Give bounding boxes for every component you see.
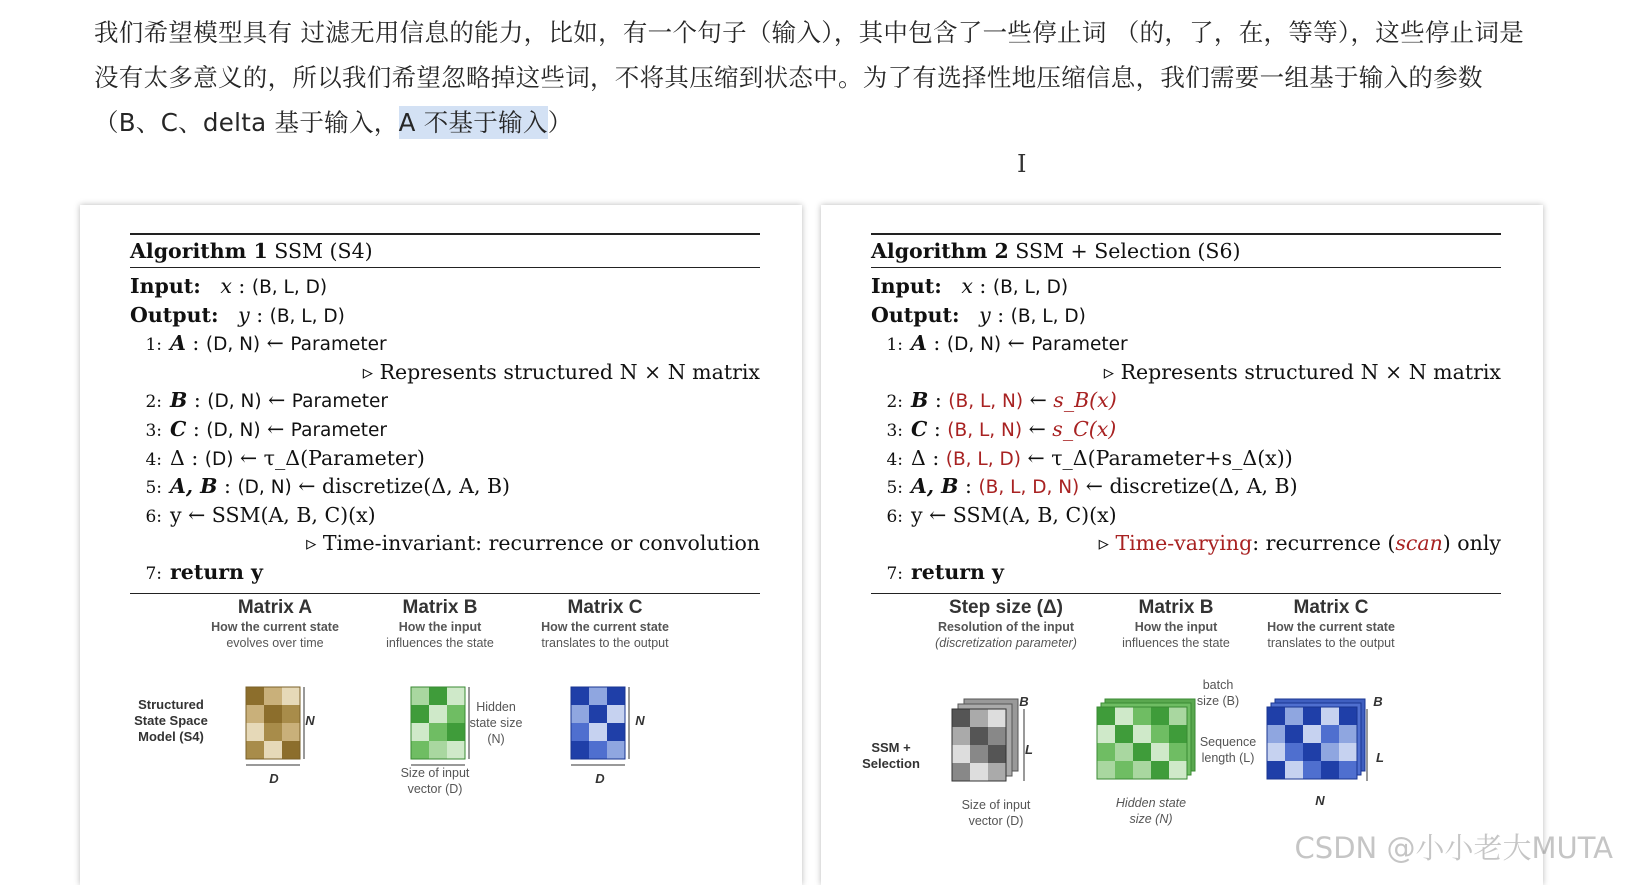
algorithm-line-3: 3: C : (B, L, N) ← s_C(x) <box>886 416 1117 441</box>
step-size-dim-b: B <box>1019 694 1029 709</box>
matrix-b-caption: Matrix B How the input influences the state <box>386 597 494 650</box>
hidden-state-size-label: Hidden state size (N) <box>469 700 523 746</box>
batch-size-label: batch size (B) <box>1196 678 1240 708</box>
sequence-length-label: Sequence length (L) <box>1199 735 1257 765</box>
matrix-c-dim-b: B <box>1373 694 1383 709</box>
algorithm-comment-1: ▹ Represents structured N × N matrix <box>1103 359 1501 384</box>
s4-row-label: Structured State Space Model (S4) <box>134 697 208 744</box>
matrix-c-dim-l: L <box>1376 750 1384 765</box>
matrix-c-caption: Matrix C How the current state translates to the output <box>541 597 669 650</box>
algorithm-line-5: 5: A, B : (B, L, D, N) ← discretize(Δ, A, B) <box>886 474 1298 499</box>
algorithm-2-block <box>871 233 1501 594</box>
matrix-c-caption: Matrix C How the current state translates to the output <box>1267 597 1395 650</box>
algorithm-input-line: Input: x : (B, L, D) <box>130 274 328 298</box>
matrix-b-caption: Matrix B How the input influences the state <box>1122 597 1230 650</box>
text-cursor-icon: I <box>1017 150 1027 178</box>
matrix-a-grid <box>240 675 336 785</box>
algorithm-comment-1: ▹ Represents structured N × N matrix <box>362 359 760 384</box>
algorithm-1-block <box>130 233 760 594</box>
matrix-b-tensor <box>1091 695 1201 805</box>
input-size-label: Size of input vector (D) <box>400 766 470 796</box>
csdn-watermark: CSDN @小小老大MUTA <box>1294 831 1613 865</box>
paragraph-text-end: ） <box>547 108 573 137</box>
algorithm-output-line: Output: y : (B, L, D) <box>871 302 1086 327</box>
article-paragraph <box>94 10 1534 145</box>
matrix-c-dim-n: N <box>1315 793 1325 808</box>
matrix-c-grid <box>565 675 645 785</box>
hidden-state-size-label: Hidden state size (N) <box>1115 796 1187 826</box>
algorithm-line-4: 4: Δ : (B, L, D) ← τ_Δ(Parameter+s_Δ(x)) <box>886 445 1293 470</box>
algorithm-line-7: 7: return y <box>886 559 1004 584</box>
step-size-caption: Step size (Δ) Resolution of the input (discretization parameter) <box>935 597 1077 650</box>
algorithm-line-2: 2: B : (B, L, N) ← s_B(x) <box>886 388 1117 413</box>
algorithm-output-line: Output: y : (B, L, D) <box>130 302 345 327</box>
matrix-c-tensor <box>1261 695 1381 805</box>
algorithm-line-5: 5: A, B : (D, N) ← discretize(Δ, A, B) <box>145 474 511 499</box>
algorithm-line-1: 1: A : (D, N) ← Parameter <box>886 331 1128 356</box>
algorithm-2-title: Algorithm 2 SSM + Selection (S6) <box>871 235 1501 268</box>
input-size-label: Size of input vector (D) <box>961 798 1031 828</box>
selected-text-highlight[interactable]: A 不基于输入 <box>398 108 548 137</box>
algorithm-line-3: 3: C : (D, N) ← Parameter <box>145 416 388 441</box>
matrix-a-dim-n: N <box>305 713 315 728</box>
algorithm-line-7: 7: return y <box>145 559 263 584</box>
paragraph-text: 我们希望模型具有 过滤无用信息的能力，比如，有一个句子（输入），其中包含了一些停止词 （的，了，在，等等），这些停止词是没有太多意义的，所以我们希望忽略掉这些词，不将其压缩到状态中。为了有选择性地压缩信息，我们需要一组基于输入的参数 （B、C、delta 基于输入， <box>94 18 1525 137</box>
algorithm-line-6: 6: y ← SSM(A, B, C)(x) <box>145 502 376 527</box>
algorithm-input-line: Input: x : (B, L, D) <box>871 274 1069 298</box>
figure-panel-s6 <box>821 205 1543 885</box>
matrix-a-caption: Matrix A How the current state evolves over time <box>211 597 339 650</box>
step-size-dim-l: L <box>1025 742 1033 757</box>
algorithm-comment-2: ▹ Time-invariant: recurrence or convolution <box>306 531 760 556</box>
algorithm-comment-2: ▹ Time-varying: recurrence (scan) only <box>1098 531 1501 556</box>
algorithm-line-6: 6: y ← SSM(A, B, C)(x) <box>886 502 1117 527</box>
matrix-c-dim-n: N <box>635 713 645 728</box>
algorithm-line-1: 1: A : (D, N) ← Parameter <box>145 331 387 356</box>
s6-row-label: SSM + Selection <box>862 740 920 771</box>
algorithm-line-4: 4: Δ : (D) ← τ_Δ(Parameter) <box>145 445 425 470</box>
algorithm-line-2: 2: B : (D, N) ← Parameter <box>145 388 389 413</box>
matrix-a-dim-d: D <box>269 771 279 786</box>
figure-panel-s4 <box>80 205 802 885</box>
matrix-c-dim-d: D <box>595 771 605 786</box>
algorithm-1-title: Algorithm 1 SSM (S4) <box>130 235 760 268</box>
